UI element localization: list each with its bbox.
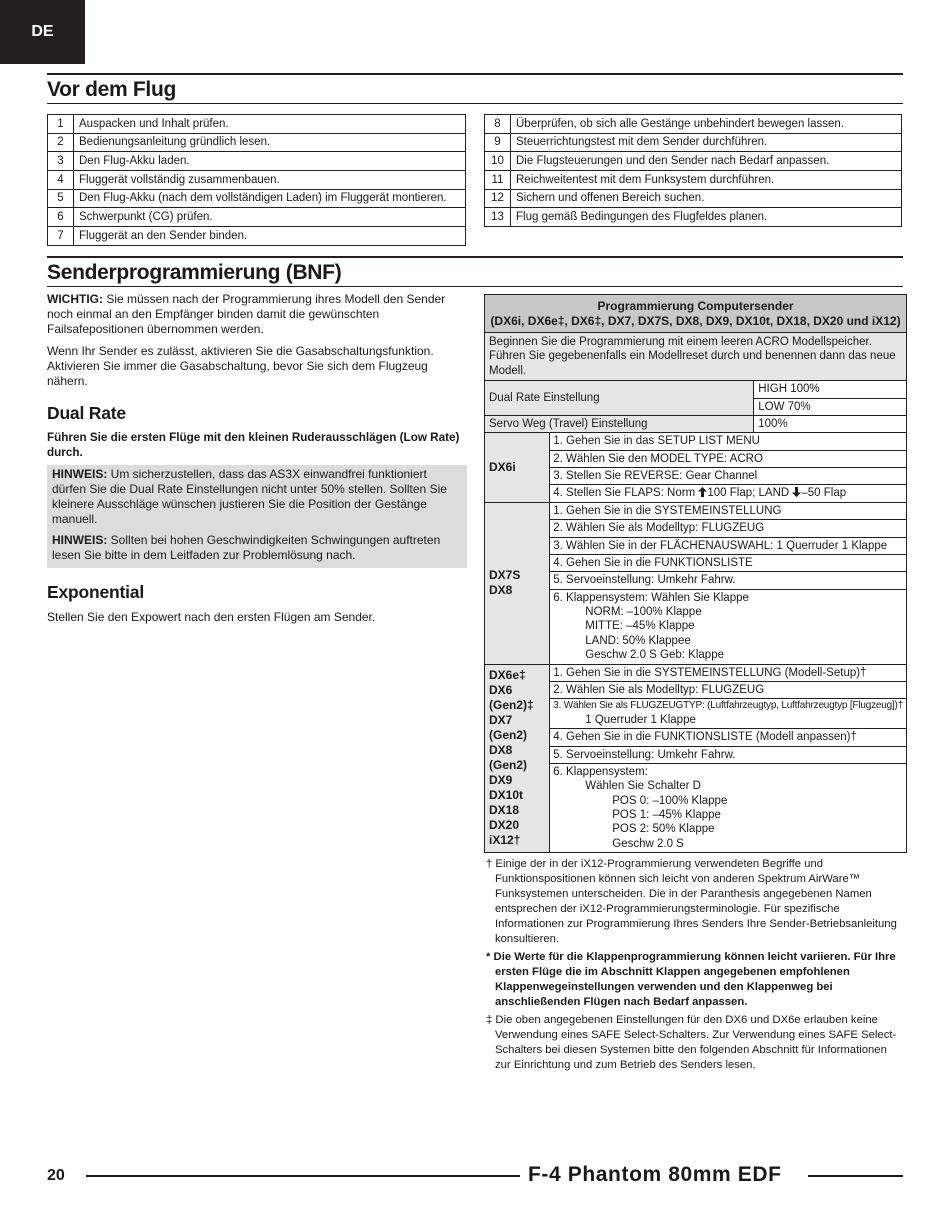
checklist-row [485, 171, 902, 190]
dx6i-step-4-b: 100 Flap; LAND [707, 487, 793, 500]
checklist-number: 13 [485, 208, 511, 227]
dx7s-step-6-title: 6. Klappensystem: Wählen Sie Klappe [553, 591, 749, 604]
servo-travel-label: Servo Weg (Travel) Einstellung [485, 415, 754, 432]
checklist-row [48, 227, 466, 246]
dx7s-step-6-line: MITTE: –45% Klappe [585, 620, 695, 633]
dual-rate-high: HIGH 100% [754, 381, 907, 398]
dx6e-step-2: 2. Wählen Sie als Modelltyp: FLUGZEUG [550, 681, 907, 698]
dx6e-step-6-line: POS 0: –100% Klappe [612, 794, 728, 807]
checklist-text: Die Flugsteuerungen und den Sender nach Bedarf anpassen. [511, 152, 902, 171]
checklist-number: 12 [485, 189, 511, 208]
checklist-number: 6 [48, 208, 74, 227]
programming-table-header [485, 295, 907, 333]
wichtig-paragraph [47, 292, 467, 337]
model-dx8: DX8 [489, 583, 513, 598]
checklist-row [48, 115, 466, 134]
checklist-number: 10 [485, 152, 511, 171]
dx6e-step-3-line-2: 1 Querruder 1 Klappe [585, 713, 696, 726]
programming-table [484, 294, 907, 853]
dx6e-step-6-title: 6. Klappensystem: [553, 765, 648, 778]
dx6e-step-5: 5. Servoeinstellung: Umkehr Fahrw. [550, 746, 907, 763]
servo-travel-value: 100% [754, 415, 907, 432]
checklist-row [485, 133, 902, 152]
checklist-text: Fluggerät vollständig zusammenbauen. [74, 171, 466, 190]
checklist-text: Reichweitentest mit dem Funksystem durchführen. [511, 171, 902, 190]
section-title-senderprogrammierung: Senderprogrammierung (BNF) [47, 261, 342, 284]
section-rule-top [47, 73, 903, 75]
checklist-text: Fluggerät an den Sender binden. [74, 227, 466, 246]
dx6e-step-3 [550, 699, 907, 729]
checklist-text: Flug gemäß Bedingungen des Flugfeldes planen. [511, 208, 902, 227]
hinweis-1-text: Um sicherzustellen, dass das AS3X einwandfrei funktioniert dürfen Sie die Dual Rate Einstellungen nicht unter 50% stellen. Sollten Sie kleinere Ausschläge wünschen justieren Sie die Position der Gestänge manuell. [52, 467, 447, 527]
checklist-row [48, 189, 466, 208]
checklist-row [485, 189, 902, 208]
checklist-row [48, 133, 466, 152]
dx7s-step-6-line: LAND: 50% Klappee [585, 634, 691, 647]
checklist-text: Steuerrichtungstest mit dem Sender durchführen. [511, 133, 902, 152]
footer-rule-left [86, 1175, 520, 1177]
dx7s-step-4: 4. Gehen Sie in die FUNKTIONSLISTE [550, 554, 907, 571]
programming-intro: Beginnen Sie die Programmierung mit einem leeren ACRO Modellspeicher. Führen Sie gegebenenfalls ein Modellreset durch und benennen dann das neue Modell. [485, 333, 907, 381]
checklist-row [485, 115, 902, 134]
left-column [47, 292, 467, 632]
checklist-text: Auspacken und Inhalt prüfen. [74, 115, 466, 134]
dx6i-step-2: 2. Wählen Sie den MODEL TYPE: ACRO [550, 450, 907, 467]
dx7s-step-6-line: NORM: –100% Klappe [585, 606, 702, 618]
dx6e-step-1: 1. Gehen Sie in die SYSTEMEINSTELLUNG (Modell-Setup)† [550, 664, 907, 681]
section-title-vor-dem-flug: Vor dem Flug [47, 78, 177, 101]
dual-rate-label: Dual Rate Einstellung [485, 381, 754, 416]
checklist-row [48, 152, 466, 171]
footnote-dagger: † Einige der in der iX12-Programmierung verwendeten Begriffe und Funktionspositionen können sich leicht von anderen Spektrum AirWare™ Funksystemen unterscheiden. Die in der Paranthesis angegebenen Namen entsprechen der iX12-Programmierungsterminologie. Für spezifische Informationen zur Programmierung Ihres Senders Ihre Sender-Betriebsanleitung konsultieren. [486, 858, 897, 946]
dx7s-step-5: 5. Servoeinstellung: Umkehr Fahrw. [550, 572, 907, 589]
dx7s-step-6 [550, 589, 907, 664]
dx7s-step-3: 3. Wählen Sie in der FLÄCHENAUSWAHL: 1 Querruder 1 Klappe [550, 537, 907, 554]
dx7s-step-6-line: Geschw 2.0 S Geb: Klappe [585, 649, 724, 662]
checklist-row [485, 208, 902, 227]
dx6e-step-6-line: Geschw 2.0 S [612, 837, 684, 850]
checklist-number: 9 [485, 133, 511, 152]
model-name: DX10t [489, 788, 524, 803]
dx6e-step-4: 4. Gehen Sie in die FUNKTIONSLISTE (Modell anpassen)† [550, 729, 907, 746]
footnote-asterisk: * Die Werte für die Klappenprogrammierung können leicht variieren. Für Ihre ersten Flüge die im Abschnitt Klappen angegebenen empfohlenen Klappenwegeinstellungen verwenden und den Klappenweg bei anschließenden Flügen nach Bedarf anpassen. [486, 951, 896, 1009]
checklist-text: Schwerpunkt (CG) prüfen. [74, 208, 466, 227]
checklist-number: 3 [48, 152, 74, 171]
checklist-row [48, 208, 466, 227]
dx7s-step-2: 2. Wählen Sie als Modelltyp: FLUGZEUG [550, 520, 907, 537]
checklist-row [48, 171, 466, 190]
footnotes [486, 857, 904, 1076]
model-name: DX6 (Gen2)‡ [489, 683, 534, 713]
model-name: DX20 [489, 818, 520, 833]
checklist-number: 4 [48, 171, 74, 190]
checklist-number: 7 [48, 227, 74, 246]
checklist-number: 5 [48, 189, 74, 208]
header-line-2: (DX6i, DX6e‡, DX6‡, DX7, DX7S, DX8, DX9, DX10t, DX18, DX20 und iX12) [490, 314, 901, 328]
dx6e-step-6 [550, 763, 907, 852]
hinweis-label: HINWEIS: [52, 467, 108, 482]
model-name: DX6e‡ [489, 668, 526, 683]
model-dx7s-dx8 [485, 502, 550, 664]
dual-rate-bold-text: Führen Sie die ersten Flüge mit den kleinen Ruderausschlägen (Low Rate) durch. [47, 430, 460, 459]
model-dx6e-group [485, 664, 550, 853]
dual-rate-low: LOW 70% [754, 398, 907, 415]
model-name: DX8 (Gen2) [489, 743, 528, 773]
dx6e-step-6-sub: Wählen Sie Schalter D [585, 780, 701, 793]
wichtig-label: WICHTIG: [47, 292, 103, 306]
dx7s-step-1: 1. Gehen Sie in die SYSTEMEINSTELLUNG [550, 502, 907, 519]
notice-box [47, 465, 467, 568]
arrow-up-icon [698, 487, 707, 497]
checklist-right [484, 114, 902, 227]
hinweis-2-text: Sollten bei hohen Geschwindigkeiten Schwingungen auftreten lesen Sie bitte in dem Leitfaden zur Problemlösung nach. [52, 533, 441, 563]
checklist-number: 8 [485, 115, 511, 134]
section2-rule-bottom [47, 286, 903, 287]
checklist-number: 11 [485, 171, 511, 190]
exponential-text: Stellen Sie den Expowert nach den ersten Flügen am Sender. [47, 610, 376, 624]
dx6i-step-4 [550, 485, 907, 502]
hinweis-1 [52, 467, 462, 527]
model-name: iX12† [489, 833, 521, 848]
section2-rule-top [47, 256, 903, 258]
language-tab: DE [0, 0, 85, 64]
checklist-number: 1 [48, 115, 74, 134]
dx6e-step-6-line: POS 1: –45% Klappe [612, 809, 721, 821]
dx6i-step-1: 1. Gehen Sie in das SETUP LIST MENU [550, 433, 907, 450]
model-dx7s: DX7S [489, 568, 521, 583]
gas-paragraph: Wenn Ihr Sender es zulässt, aktivieren Sie die Gasabschaltungsfunktion. Aktivieren Sie immer die Gasabschaltung, bevor Sie sich dem Flugzeug nähern. [47, 344, 434, 388]
dx6i-step-3: 3. Stellen Sie REVERSE: Gear Channel [550, 468, 907, 485]
model-name: DX9 [489, 773, 513, 788]
footnote-double-dagger: ‡ Die oben angegebenen Einstellungen für den DX6 und DX6e erlauben keine Verwendung eines SAFE Select-Schalters. Zur Verwendung eines SAFE Select-Schalters bei diesen Systemen bitte den folgenden Abschnitt für Informationen zur Einrichtung und zum Betrieb des Senders lesen. [486, 1014, 897, 1072]
footer-title: F-4 Phantom 80mm EDF [528, 1163, 782, 1186]
dx6i-step-4-c: –50 Flap [801, 487, 847, 500]
checklist-text: Bedienungsanleitung gründlich lesen. [74, 133, 466, 152]
model-name: DX7 (Gen2) [489, 713, 528, 743]
exponential-heading: Exponential [47, 582, 144, 603]
page-number: 20 [47, 1167, 65, 1184]
checklist-text: Überprüfen, ob sich alle Gestänge unbehindert bewegen lassen. [511, 115, 902, 134]
dx6i-step-4-a: 4. Stellen Sie FLAPS: Norm [553, 487, 699, 500]
checklist-left [47, 114, 466, 246]
checklist-text: Sichern und offenen Bereich suchen. [511, 189, 902, 208]
checklist-text: Den Flug-Akku laden. [74, 152, 466, 171]
checklist-number: 2 [48, 133, 74, 152]
section-rule-bottom [47, 103, 903, 104]
model-dx6i: DX6i [485, 433, 550, 503]
dx6e-step-6-line: POS 2: 50% Klappe [612, 823, 715, 836]
hinweis-2 [52, 533, 462, 563]
header-line-1: Programmierung Computersender [597, 299, 794, 313]
hinweis-label: HINWEIS: [52, 533, 108, 548]
dual-rate-heading: Dual Rate [47, 403, 126, 423]
wichtig-text: Sie müssen nach der Programmierung ihres Modell den Sender noch einmal an den Empfänger binden damit die gewünschten Failsafepositionen übernommen werden. [47, 292, 446, 336]
footer-rule-right [808, 1175, 903, 1177]
model-name: DX18 [489, 803, 520, 818]
checklist-row [485, 152, 902, 171]
checklist-text: Den Flug-Akku (nach dem vollständigen Laden) im Fluggerät montieren. [74, 189, 466, 208]
dx6e-step-3-text: 3. Wählen Sie als FLUGZEUGTYP: (Luftfahrzeugtyp, Luftfahrzeugtyp [Flugzeug])† [553, 700, 904, 712]
